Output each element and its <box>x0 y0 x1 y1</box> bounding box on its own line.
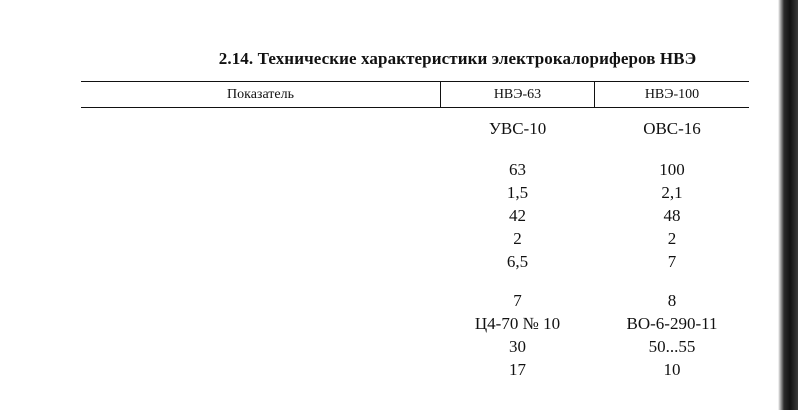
cell-nve-63: УВС-10 <box>488 119 547 138</box>
cell-nve-63: 42 <box>509 206 526 225</box>
cell-nve-100: 100 <box>659 160 685 179</box>
table-title: 2.14. Технические характеристики электрокалориферов НВЭ <box>218 49 697 68</box>
header-rule <box>81 107 749 108</box>
cell-nve-63: 63 <box>509 160 526 179</box>
cell-nve-63: Ц4-70 № 10 <box>474 314 561 333</box>
cell-nve-63: 6,5 <box>506 252 529 271</box>
cell-nve-100: 10 <box>663 360 681 379</box>
cell-nve-100: 48 <box>663 206 681 225</box>
cell-nve-100: 2,1 <box>661 183 683 202</box>
cell-nve-100: ВО-6-290-11 <box>626 314 718 333</box>
header-nve-63: НВЭ-63 <box>493 87 542 102</box>
header-nve-100: НВЭ-100 <box>644 87 700 102</box>
cell-nve-63: 17 <box>509 360 526 379</box>
cell-nve-100: 7 <box>667 252 677 271</box>
header-indicator: Показатель <box>227 87 294 102</box>
cell-nve-63: 7 <box>513 291 522 310</box>
cell-nve-100: 50...55 <box>648 337 696 356</box>
cell-nve-63: 2 <box>513 229 522 248</box>
cell-nve-63: 30 <box>509 337 526 356</box>
table-top-rule <box>81 81 749 82</box>
cell-nve-100: ОВС-16 <box>643 119 701 138</box>
cell-nve-63: 1,5 <box>506 183 529 202</box>
scan-edge-shadow <box>778 0 798 410</box>
cell-nve-100: 2 <box>667 229 677 248</box>
cell-nve-100: 8 <box>667 291 677 310</box>
